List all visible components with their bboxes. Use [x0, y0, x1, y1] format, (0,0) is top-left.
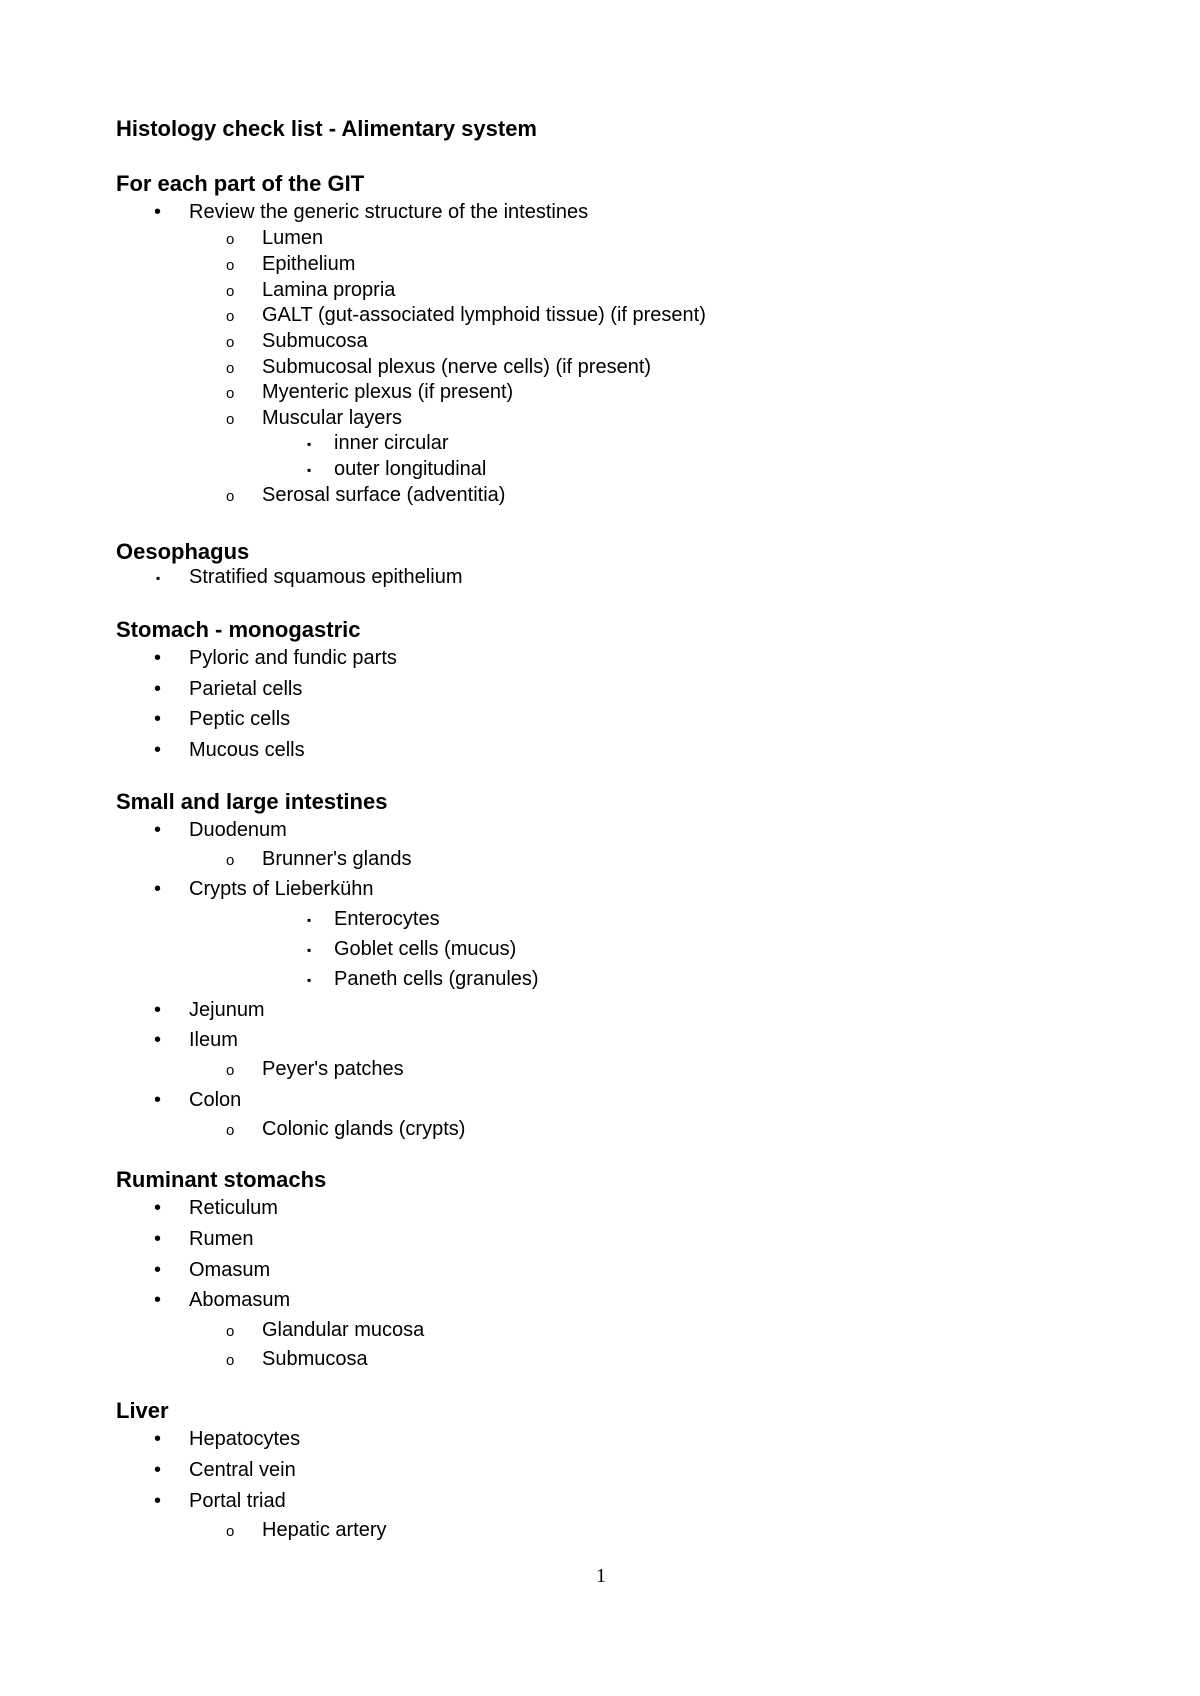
list-item-text: outer longitudinal	[334, 458, 487, 480]
list-item-text: Lamina propria	[262, 279, 396, 301]
bullet-circle-icon: o	[226, 1062, 235, 1079]
bullet-circle-icon: o	[226, 308, 235, 325]
bullet-disc-icon: •	[154, 1428, 162, 1450]
bullet-circle-icon: o	[226, 334, 235, 351]
bullet-circle-icon: o	[226, 360, 235, 377]
bullet-circle-icon: o	[226, 488, 235, 505]
list-item-text: Duodenum	[189, 819, 287, 841]
bullet-square-icon: ▪	[307, 463, 312, 477]
bullet-disc-icon: •	[154, 1029, 162, 1051]
bullet-disc-icon: •	[154, 1228, 162, 1250]
bullet-disc-icon: •	[154, 1089, 162, 1111]
bullet-disc-icon: •	[154, 201, 162, 223]
list-item-text: Myenteric plexus (if present)	[262, 381, 514, 403]
bullet-circle-icon: o	[226, 1122, 235, 1139]
list-item-text: Peyer's patches	[262, 1058, 404, 1080]
bullet-disc-icon: •	[154, 708, 162, 730]
list-item-text: Abomasum	[189, 1289, 291, 1311]
bullet-disc-icon: •	[154, 678, 162, 700]
list-item-text: Serosal surface (adventitia)	[262, 484, 506, 506]
bullet-disc-icon: •	[154, 1459, 162, 1481]
bullet-disc-icon: •	[154, 1490, 162, 1512]
list-item-text: Reticulum	[189, 1197, 278, 1219]
list-item-text: Glandular mucosa	[262, 1319, 425, 1341]
list-item-text: Hepatocytes	[189, 1428, 301, 1450]
bullet-circle-icon: o	[226, 1523, 235, 1540]
bullet-circle-icon: o	[226, 257, 235, 274]
list-item-text: Muscular layers	[262, 407, 403, 429]
list-item-text: inner circular	[334, 432, 449, 454]
bullet-square-icon: ▪	[307, 913, 312, 927]
list-item-text: Goblet cells (mucus)	[334, 938, 517, 960]
list-item-text: Epithelium	[262, 253, 356, 275]
section-heading-git: For each part of the GIT	[116, 171, 365, 196]
list-item-text: Hepatic artery	[262, 1519, 387, 1541]
section-heading-ruminant: Ruminant stomachs	[116, 1167, 327, 1192]
list-item-text: Colonic glands (crypts)	[262, 1118, 466, 1140]
section-heading-intestines: Small and large intestines	[116, 789, 388, 814]
list-item-text: Peptic cells	[189, 708, 291, 730]
document-title: Histology check list - Alimentary system	[116, 116, 537, 141]
bullet-circle-icon: o	[226, 283, 235, 300]
list-item-text: Ileum	[189, 1029, 238, 1051]
bullet-disc-icon: •	[154, 819, 162, 841]
list-item-text: Brunner's glands	[262, 848, 412, 870]
bullet-circle-icon: o	[226, 1323, 235, 1340]
list-item-text: Review the generic structure of the intestines	[189, 201, 589, 223]
bullet-disc-icon: •	[154, 739, 162, 761]
bullet-square-icon: ▪	[307, 437, 312, 451]
list-item-text: Lumen	[262, 227, 324, 249]
page-number: 1	[596, 1565, 606, 1587]
section-heading-oesophagus: Oesophagus	[116, 539, 250, 564]
list-item-text: GALT (gut-associated lymphoid tissue) (if present)	[262, 304, 706, 326]
list-item-text: Central vein	[189, 1459, 296, 1481]
bullet-circle-icon: o	[226, 385, 235, 402]
list-item-text: Rumen	[189, 1228, 254, 1250]
list-item-text: Portal triad	[189, 1490, 286, 1512]
bullet-circle-icon: o	[226, 231, 235, 248]
bullet-disc-icon: •	[154, 1197, 162, 1219]
bullet-disc-icon: •	[154, 999, 162, 1021]
bullet-square-icon: ▪	[156, 571, 161, 585]
list-item-text: Enterocytes	[334, 908, 440, 930]
list-item-text: Omasum	[189, 1259, 271, 1281]
list-item-text: Stratified squamous epithelium	[189, 566, 463, 588]
list-item-text: Submucosa	[262, 1348, 368, 1370]
bullet-disc-icon: •	[154, 1259, 162, 1281]
bullet-circle-icon: o	[226, 1352, 235, 1369]
bullet-disc-icon: •	[154, 1289, 162, 1311]
list-item-text: Mucous cells	[189, 739, 305, 761]
list-item-text: Crypts of Lieberkühn	[189, 878, 374, 900]
list-item-text: Pyloric and fundic parts	[189, 647, 397, 669]
bullet-disc-icon: •	[154, 647, 162, 669]
list-item-text: Parietal cells	[189, 678, 303, 700]
bullet-square-icon: ▪	[307, 943, 312, 957]
list-item-text: Colon	[189, 1089, 242, 1111]
bullet-square-icon: ▪	[307, 973, 312, 987]
bullet-disc-icon: •	[154, 878, 162, 900]
section-heading-liver: Liver	[116, 1398, 169, 1423]
list-item-text: Submucosal plexus (nerve cells) (if present)	[262, 356, 652, 378]
section-heading-stomach: Stomach - monogastric	[116, 617, 361, 642]
list-item-text: Submucosa	[262, 330, 368, 352]
bullet-circle-icon: o	[226, 852, 235, 869]
bullet-circle-icon: o	[226, 411, 235, 428]
list-item-text: Jejunum	[189, 999, 265, 1021]
list-item-text: Paneth cells (granules)	[334, 968, 539, 990]
